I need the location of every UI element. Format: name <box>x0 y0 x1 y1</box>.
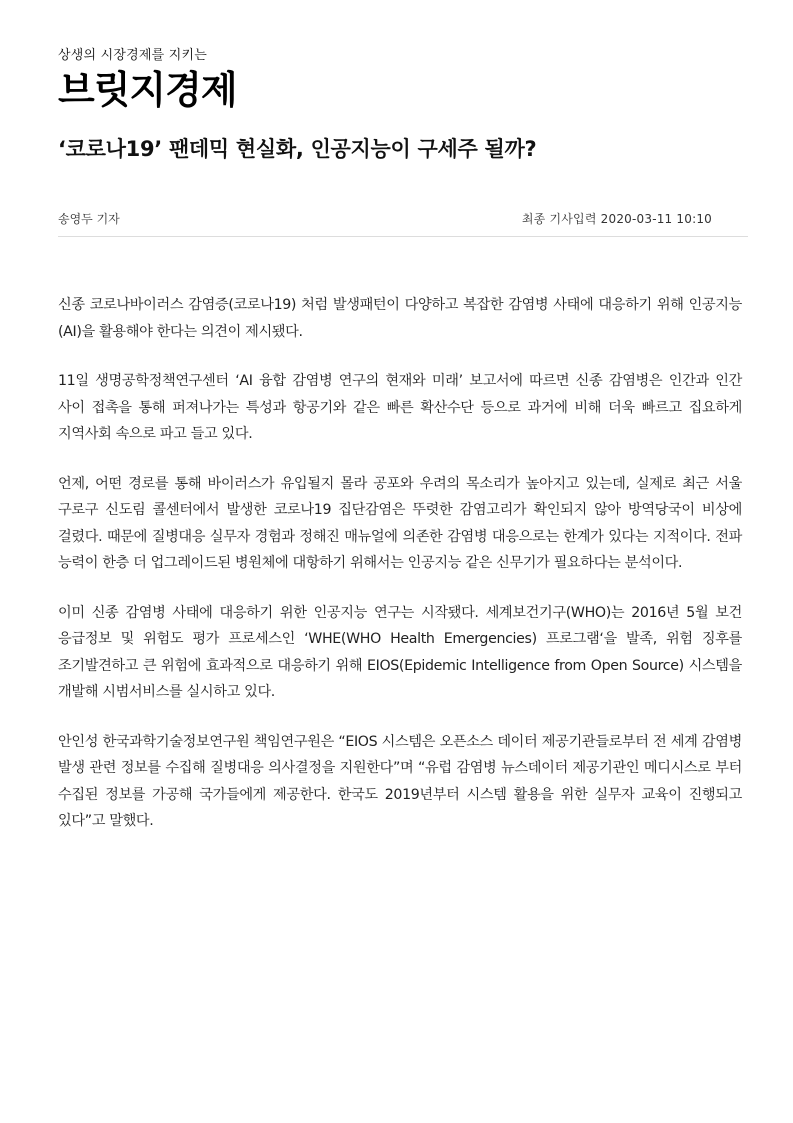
masthead-slogan: 상생의 시장경제를 지키는 <box>58 48 208 63</box>
publish-date-value: 2020-03-11 10:10 <box>600 212 712 226</box>
article-headline: ‘코로나19’ 팬데믹 현실화, 인공지능이 구세주 될까? <box>58 137 537 161</box>
publish-date <box>522 210 712 227</box>
publish-date-label: 최종 기사입력 <box>521 212 597 226</box>
article-paragraph-1: 신종 코로나바이러스 감염증(코로나19) 처럼 발생패턴이 다양하고 복잡한 감염병 사태에 대응하기 위해 인공지능(AI)을 활용해야 한다는 의견이 제시됐다. <box>58 297 742 340</box>
article-paragraph-5: 안인성 한국과학기술정보연구원 책임연구원은 “EIOS 시스템은 오픈소스 데이터 제공기관들로부터 전 세계 감염병 발생 관련 정보를 수집해 질병대응 의사결정을 지원한다”며 “유럽 감염병 뉴스데이터 제공기관인 메디시스로 부터 수집된 정보를 가공해 국가들에게 제공한다. 한국도 2019년부터 시스템 활용을 위한 실무자 교육이 진행되고 있다”고 말했다. <box>58 733 742 829</box>
byline-row <box>58 206 748 237</box>
article-paragraph-2: 11일 생명공학정책연구센터 ‘AI 융합 감염병 연구의 현재와 미래’ 보고서에 따르면 신종 감염병은 인간과 인간 사이 접촉을 통해 퍼져나가는 특성과 항공기와 같은 빠른 확산수단 등으로 과거에 비해 더욱 빠르고 집요하게 지역사회 속으로 파고 들고 있다. <box>58 373 742 442</box>
article-paragraph-3: 언제, 어떤 경로를 통해 바이러스가 유입될지 몰라 공포와 우려의 목소리가 높아지고 있는데, 실제로 최근 서울 구로구 신도림 콜센터에서 발생한 코로나19 집단감염은 뚜렷한 감염고리가 확인되지 않아 방역당국이 비상에 걸렸다. 때문에 질병대응 실무자 경험과 정해진 매뉴얼에 의존한 감염병 대응으로는 한계가 있다는 지적이다. 전파 능력이 한층 더 업그레이드된 병원체에 대항하기 위해서는 인공지능 같은 신무기가 필요하다는 분석이다. <box>58 475 742 571</box>
article-body <box>58 292 742 858</box>
newspaper-logo[interactable]: 브릿지경제 <box>58 68 237 112</box>
article-paragraph-4: 이미 신종 감염병 사태에 대응하기 위한 인공지능 연구는 시작됐다. 세계보건기구(WHO)는 2016년 5월 보건 응급정보 및 위험도 평가 프로세스인 ‘WHE(WHO Health Emergencies) 프로그램‘을 발족, 위험 징후를 조기발견하고 큰 위험에 효과적으로 대응하기 위해 EIOS(Epidemic Intelligence from Open Source) 시스템을 개발해 시범서비스를 실시하고 있다. <box>58 604 742 700</box>
reporter-name: 송영두 기자 <box>58 212 120 226</box>
masthead <box>58 48 237 112</box>
